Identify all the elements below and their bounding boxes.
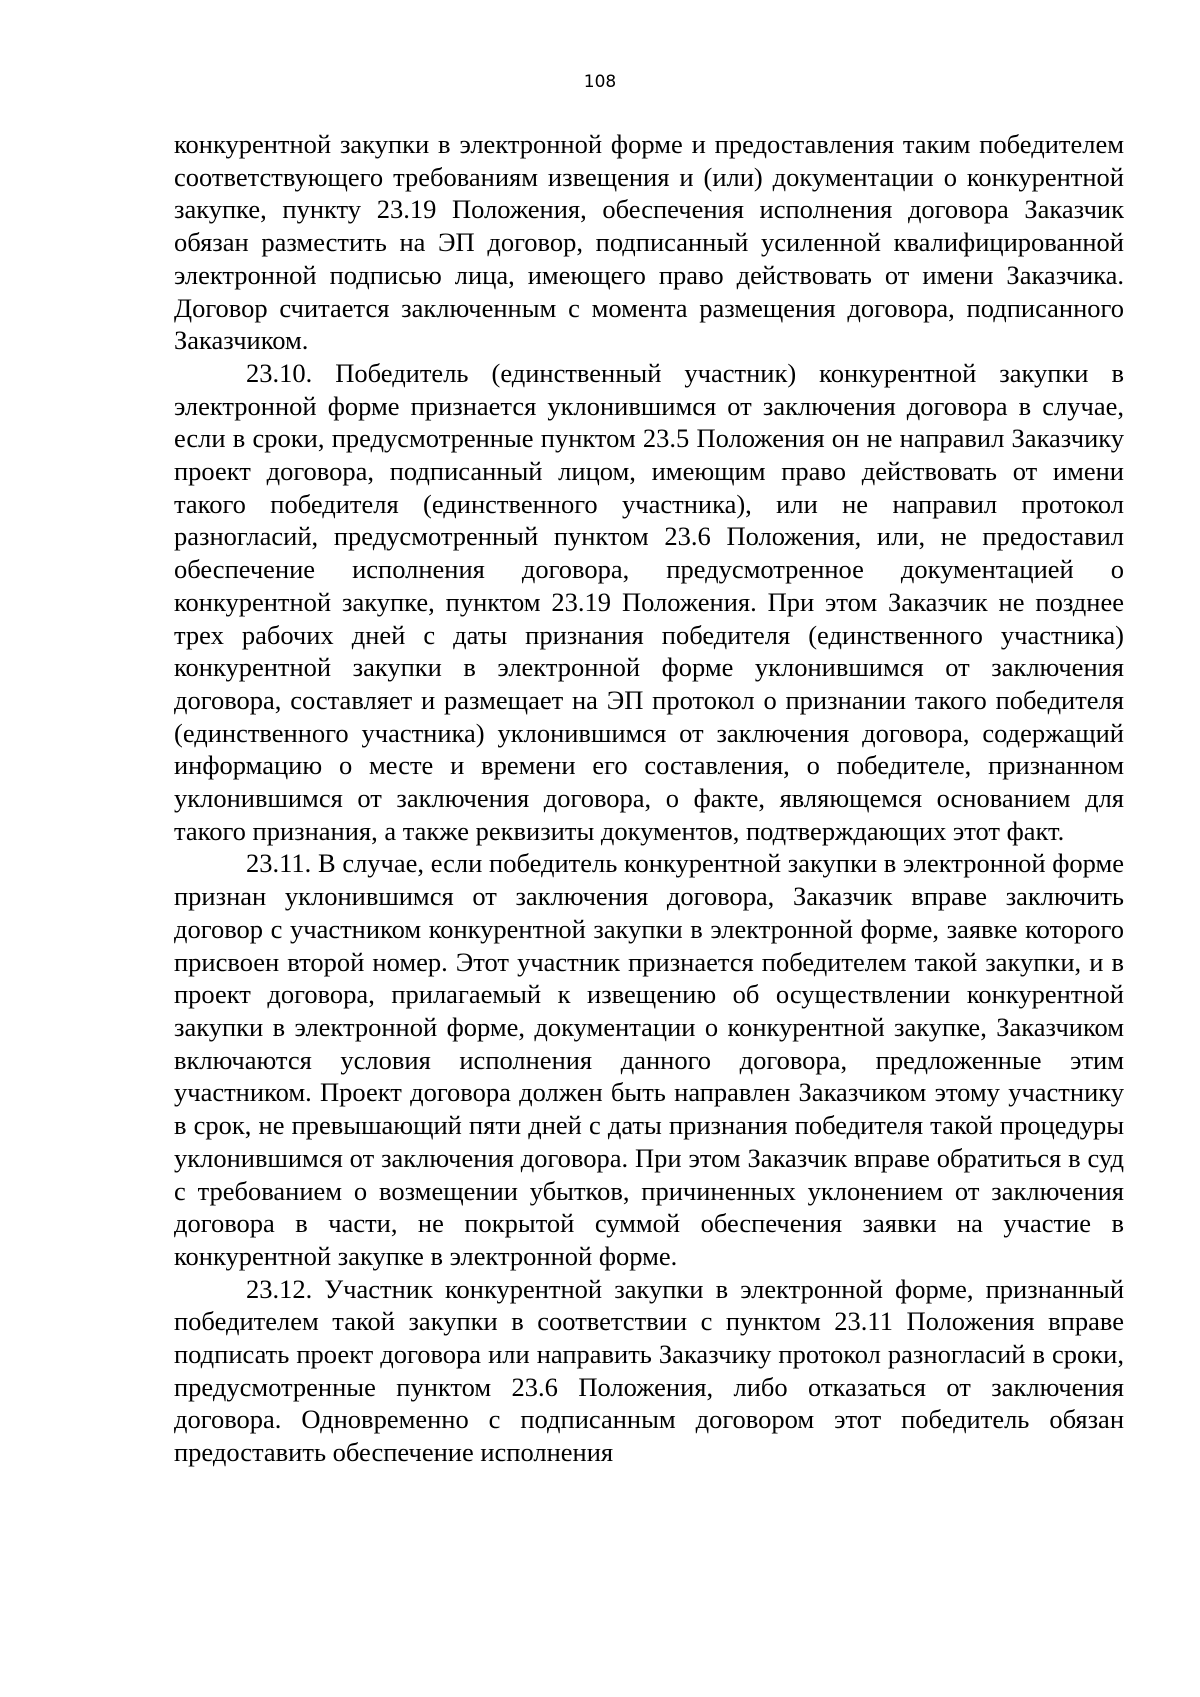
paragraph-23-10: 23.10. Победитель (единственный участник) конкурентной закупки в электронной форме признается уклонившимся от заключения договора в случае, если в сроки, предусмотренные пунктом 23.5 Положения он не направил Заказчику проект договора, подписанный лицом, имеющим право действовать от имени такого победителя (единственного участника), или не направил протокол разногласий, предусмотренный пунктом 23.6 Положения, или, не предоставил обеспечение исполнения договора, предусмотренное документацией о конкурентной закупке, пунктом 23.19 Положения. При этом Заказчик не позднее трех рабочих дней с даты признания победителя (единственного участника) конкурентной закупки в электронной форме уклонившимся от заключения договора, составляет и размещает на ЭП протокол о признании такого победителя (единственного участника) уклонившимся от заключения договора, содержащий информацию о месте и времени его составления, о победителе, признанном уклонившимся от заключения договора, о факте, являющемся основанием для такого признания, а также реквизиты документов, подтверждающих этот факт.	[174, 357, 1124, 846]
document-body	[174, 128, 1124, 1469]
paragraph-23-12: 23.12. Участник конкурентной закупки в электронной форме, признанный победителем такой закупки в соответствии с пунктом 23.11 Положения вправе подписать проект договора или направить Заказчику протокол разногласий в сроки, предусмотренные пунктом 23.6 Положения, либо отказаться от заключения договора. Одновременно с подписанным договором этот победитель обязан предоставить обеспечение исполнения	[174, 1273, 1124, 1468]
paragraph-continuation: конкурентной закупки в электронной форме и предоставления таким победителем соответствующего требованиям извещения и (или) документации о конкурентной закупке, пункту 23.19 Положения, обеспечения исполнения договора Заказчик обязан разместить на ЭП договор, подписанный усиленной квалифицированной электронной подписью лица, имеющего право действовать от имени Заказчика. Договор считается заключенным с момента размещения договора, подписанного Заказчиком.	[174, 129, 1124, 356]
page-number: 108	[583, 72, 617, 92]
paragraph-23-11: 23.11. В случае, если победитель конкурентной закупки в электронной форме признан уклонившимся от заключения договора, Заказчик вправе заключить договор с участником конкурентной закупки в электронной форме, заявке которого присвоен второй номер. Этот участник признается победителем такой закупки, и в проект договора, прилагаемый к извещению об осуществлении конкурентной закупки в электронной форме, документации о конкурентной закупке, Заказчиком включаются условия исполнения данного договора, предложенные этим участником. Проект договора должен быть направлен Заказчиком этому участнику в срок, не превышающий пяти дней с даты признания победителя такой процедуры уклонившимся от заключения договора. При этом Заказчик вправе обратиться в суд с требованием о возмещении убытков, причиненных уклонением от заключения договора в части, не покрытой суммой обеспечения заявки на участие в конкурентной закупке в электронной форме.	[174, 848, 1124, 1271]
